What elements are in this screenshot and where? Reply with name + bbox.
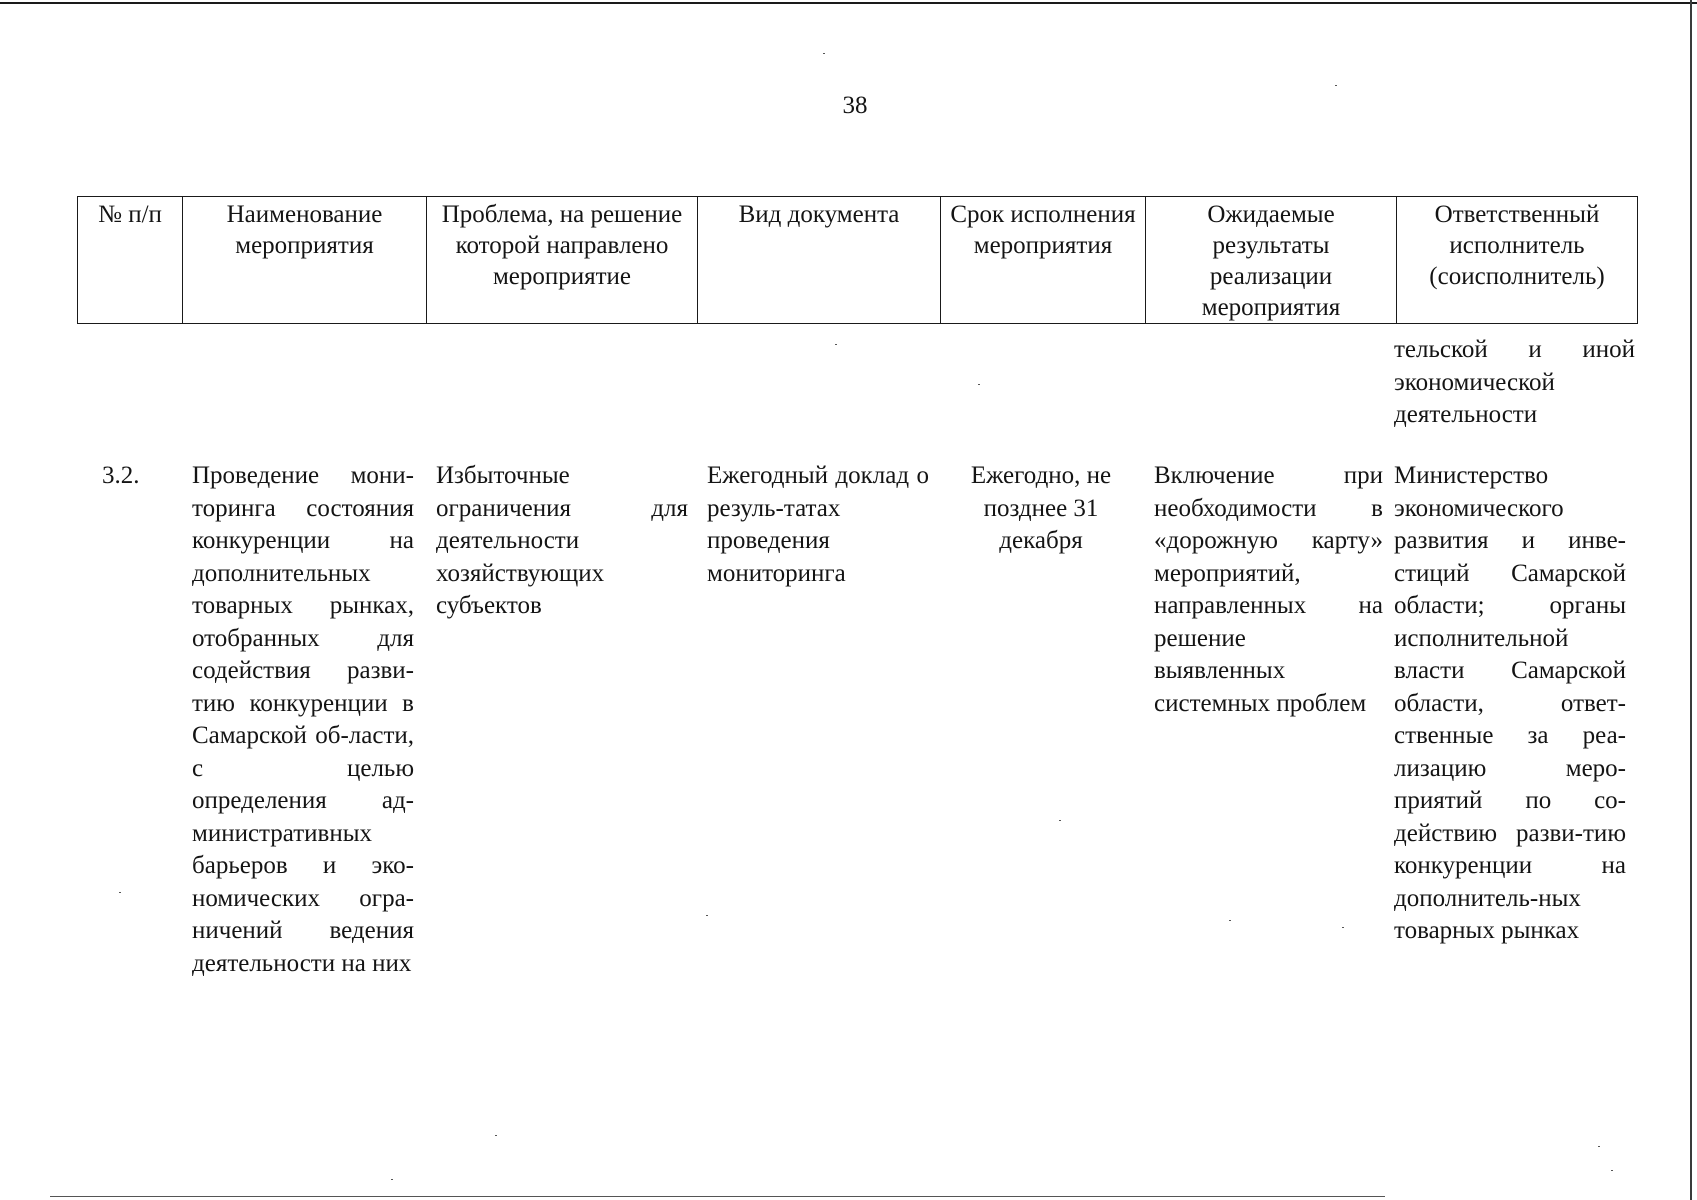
continuation-text: тельской и иной экономической деятельности xyxy=(1394,336,1635,428)
header-problem: Проблема, на решение которой направлено мероприятие xyxy=(427,197,698,324)
bottom-border-line xyxy=(50,1196,1385,1197)
right-border-line xyxy=(1690,0,1692,1200)
row-num: 3.2. xyxy=(102,462,140,489)
row-name: Проведение мони-торинга состояния конкуренции на дополнительных товарных рынках, отобранных для содействия разви-тию конкуренции в Самарской об-ласти, с целью определения ад-министративных барьеров и эко-номических огра-ничений ведения деятельности на них xyxy=(192,462,414,977)
row-doc-type: Ежегодный доклад о резуль-татах проведения мониторинга xyxy=(707,462,929,587)
header-num: № п/п xyxy=(78,197,183,324)
header-results: Ожидаемые результаты реализации мероприятия xyxy=(1146,197,1397,324)
header-name: Наименование мероприятия xyxy=(183,197,427,324)
row-executor: Министерство экономического развития и инве-стиций Самарской области; органы исполнительной власти Самарской области, ответ-ственные за реа-лизацию меро-приятий по со-действию разви-тию конкуренции на дополнитель-ных товарных рынках xyxy=(1394,462,1626,944)
header-executor: Ответственный исполнитель (соисполнитель) xyxy=(1397,197,1638,324)
header-deadline: Срок исполнения мероприятия xyxy=(941,197,1146,324)
header-row xyxy=(78,197,1638,324)
table-header xyxy=(77,196,1638,324)
header-doc-type: Вид документа xyxy=(698,197,941,324)
top-border-line xyxy=(0,2,1697,4)
row-deadline: Ежегодно, не позднее 31 декабря xyxy=(970,462,1112,554)
row-problem: Избыточные ограничения для деятельности хозяйствующих субъектов xyxy=(436,462,688,619)
page-number: 38 xyxy=(842,92,868,119)
row-results: Включение при необходимости в «дорожную карту» мероприятий, направленных на решение выявленных системных проблем xyxy=(1154,462,1383,717)
